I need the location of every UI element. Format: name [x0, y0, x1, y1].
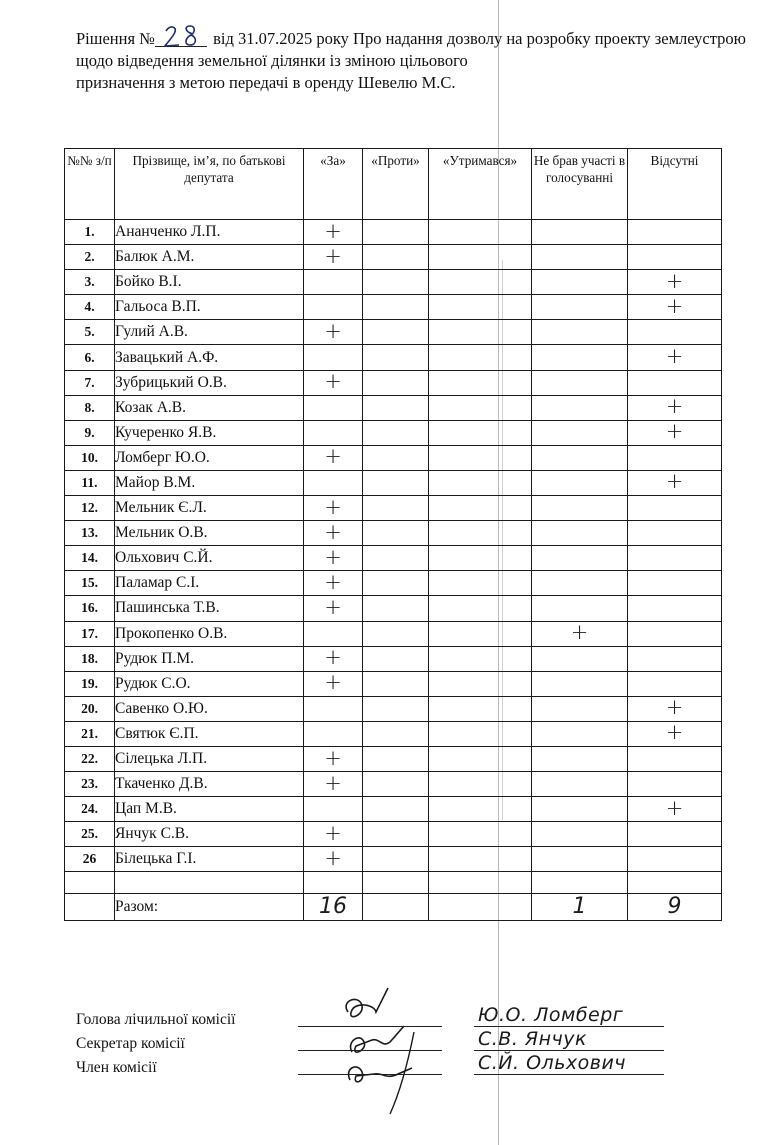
vote-cell-not-voting — [532, 445, 628, 470]
deputy-name: Мельник О.В. — [115, 521, 304, 546]
vote-cell-absent — [628, 295, 722, 320]
vote-cell-against — [363, 746, 429, 771]
vote-cell-against — [363, 320, 429, 345]
vote-cell-for — [304, 671, 363, 696]
vote-cell-against — [363, 546, 429, 571]
vote-cell-not-voting — [532, 646, 628, 671]
vote-cell-not-voting — [532, 721, 628, 746]
vote-cell-abstained — [429, 470, 532, 495]
vote-cell-absent — [628, 370, 722, 395]
vote-cell-for — [304, 320, 363, 345]
table-row — [65, 395, 722, 420]
vote-cell-not-voting — [532, 420, 628, 445]
deputy-name: Сілецька Л.П. — [115, 746, 304, 771]
table-row — [65, 420, 722, 445]
vote-cell-for — [304, 646, 363, 671]
row-number: 26 — [65, 847, 115, 872]
vote-results-table — [64, 148, 722, 921]
vote-mark: + — [324, 218, 342, 243]
total-value-absent: 9 — [667, 893, 682, 919]
row-number: 10. — [65, 445, 115, 470]
vote-mark: + — [324, 519, 342, 544]
row-number: 1. — [65, 220, 115, 245]
row-number: 20. — [65, 696, 115, 721]
deputy-name: Гальоса В.П. — [115, 295, 304, 320]
table-row-empty — [65, 872, 722, 894]
vote-cell-against — [363, 345, 429, 370]
vote-cell-against — [363, 847, 429, 872]
row-number: 9. — [65, 420, 115, 445]
table-row — [65, 445, 722, 470]
vote-cell-abstained — [429, 696, 532, 721]
deputy-name: Рудюк С.О. — [115, 671, 304, 696]
vote-mark: + — [324, 369, 342, 394]
vote-cell-abstained — [429, 571, 532, 596]
vote-cell-not-voting — [532, 822, 628, 847]
vote-cell-for — [304, 245, 363, 270]
vote-mark: + — [665, 695, 684, 720]
deputy-name: Ткаченко Д.В. — [115, 772, 304, 797]
vote-cell-against — [363, 270, 429, 295]
vote-cell-abstained — [429, 370, 532, 395]
table-row — [65, 571, 722, 596]
row-number: 24. — [65, 797, 115, 822]
vote-cell-absent — [628, 445, 722, 470]
vote-cell-abstained — [429, 220, 532, 245]
row-number: 21. — [65, 721, 115, 746]
vote-cell-abstained — [429, 797, 532, 822]
table-row — [65, 746, 722, 771]
vote-cell-absent — [628, 847, 722, 872]
vote-cell-not-voting — [532, 671, 628, 696]
table-row — [65, 220, 722, 245]
vote-cell-absent — [628, 270, 722, 295]
handwritten-signatures — [290, 982, 450, 1122]
empty-cell — [65, 872, 115, 894]
row-number: 11. — [65, 470, 115, 495]
vote-cell-against — [363, 696, 429, 721]
vote-cell-abstained — [429, 270, 532, 295]
table-row — [65, 320, 722, 345]
vote-mark: + — [324, 820, 342, 845]
vote-cell-not-voting — [532, 847, 628, 872]
row-number: 7. — [65, 370, 115, 395]
deputy-name: Козак А.В. — [115, 395, 304, 420]
vote-cell-for — [304, 696, 363, 721]
vote-cell-not-voting — [532, 345, 628, 370]
vote-cell-not-voting — [532, 546, 628, 571]
vote-cell-absent — [628, 721, 722, 746]
vote-mark: + — [665, 720, 684, 745]
vote-cell-against — [363, 521, 429, 546]
empty-cell — [628, 872, 722, 894]
row-number: 22. — [65, 746, 115, 771]
vote-mark: + — [324, 494, 342, 519]
vote-cell-abstained — [429, 295, 532, 320]
vote-cell-absent — [628, 521, 722, 546]
totals-row — [65, 894, 722, 921]
row-number: 3. — [65, 270, 115, 295]
vote-cell-abstained — [429, 822, 532, 847]
deputy-name: Святюк Є.П. — [115, 721, 304, 746]
total-value-not-voting: 1 — [572, 893, 587, 919]
deputy-name: Завацький А.Ф. — [115, 345, 304, 370]
vote-mark: + — [665, 293, 684, 318]
vote-cell-abstained — [429, 772, 532, 797]
vote-cell-absent — [628, 596, 722, 621]
vote-mark: + — [665, 394, 684, 419]
vote-cell-absent — [628, 696, 722, 721]
vote-cell-absent — [628, 797, 722, 822]
decision-text-last-line: призначення з метою передачі в оренду Шевелю М.С. — [76, 73, 456, 92]
deputy-name: Янчук С.В. — [115, 822, 304, 847]
secretary-handwritten-name: С.В. Янчук — [478, 1028, 587, 1050]
table-row — [65, 370, 722, 395]
total-cell-against — [363, 894, 429, 921]
vote-mark: + — [665, 419, 684, 444]
vote-cell-for — [304, 470, 363, 495]
vote-cell-absent — [628, 571, 722, 596]
vote-cell-absent — [628, 646, 722, 671]
vote-cell-not-voting — [532, 270, 628, 295]
deputy-name: Ананченко Л.П. — [115, 220, 304, 245]
table-row — [65, 546, 722, 571]
member-handwritten-name: С.Й. Ольхович — [478, 1052, 627, 1074]
vote-cell-not-voting — [532, 395, 628, 420]
row-number: 19. — [65, 671, 115, 696]
vote-cell-not-voting — [532, 320, 628, 345]
table-row — [65, 822, 722, 847]
handwritten-decision-number — [163, 24, 203, 48]
chair-handwritten-name: Ю.О. Ломберг — [478, 1004, 624, 1026]
vote-mark: + — [324, 645, 342, 670]
name-line — [474, 1026, 664, 1027]
vote-cell-for — [304, 295, 363, 320]
vote-cell-for — [304, 496, 363, 521]
vote-cell-against — [363, 571, 429, 596]
vote-cell-absent — [628, 671, 722, 696]
deputy-name: Прокопенко О.В. — [115, 621, 304, 646]
vote-cell-for — [304, 571, 363, 596]
row-number: 17. — [65, 621, 115, 646]
empty-cell — [115, 872, 304, 894]
vote-cell-not-voting — [532, 496, 628, 521]
vote-cell-against — [363, 721, 429, 746]
vote-cell-for — [304, 596, 363, 621]
row-number: 14. — [65, 546, 115, 571]
row-number: 15. — [65, 571, 115, 596]
vote-cell-abstained — [429, 521, 532, 546]
table-row — [65, 345, 722, 370]
total-value-for: 16 — [319, 893, 347, 919]
vote-cell-not-voting — [532, 621, 628, 646]
table-row — [65, 270, 722, 295]
col-header-name: Прізвище, ім’я, по батькові депутата — [115, 149, 304, 220]
vote-cell-against — [363, 245, 429, 270]
vote-cell-abstained — [429, 546, 532, 571]
decision-title — [76, 26, 746, 94]
vote-cell-for — [304, 445, 363, 470]
vote-cell-not-voting — [532, 220, 628, 245]
deputy-name: Пашинська Т.В. — [115, 596, 304, 621]
vote-mark: + — [324, 544, 342, 569]
total-label: Разом: — [115, 894, 304, 921]
deputy-name: Майор В.М. — [115, 470, 304, 495]
vote-cell-against — [363, 621, 429, 646]
vote-cell-against — [363, 797, 429, 822]
vote-cell-for — [304, 270, 363, 295]
row-number: 2. — [65, 245, 115, 270]
vote-cell-absent — [628, 345, 722, 370]
table-row — [65, 797, 722, 822]
decision-prefix: Рішення № — [76, 29, 155, 48]
vote-mark: + — [665, 795, 684, 820]
vote-cell-abstained — [429, 646, 532, 671]
vote-mark: + — [665, 344, 684, 369]
col-header-for: «За» — [304, 149, 363, 220]
deputy-name: Балюк А.М. — [115, 245, 304, 270]
vote-cell-against — [363, 671, 429, 696]
vote-cell-against — [363, 822, 429, 847]
table-row — [65, 721, 722, 746]
vote-cell-for — [304, 220, 363, 245]
deputy-name: Зубрицький О.В. — [115, 370, 304, 395]
vote-cell-abstained — [429, 496, 532, 521]
member-label: Член комісії — [76, 1059, 157, 1076]
vote-cell-abstained — [429, 245, 532, 270]
vote-cell-absent — [628, 546, 722, 571]
secretary-label: Секретар комісії — [76, 1035, 185, 1052]
vote-mark: + — [324, 845, 342, 870]
vote-cell-not-voting — [532, 571, 628, 596]
vote-mark: + — [570, 620, 589, 645]
vote-mark: + — [324, 318, 342, 343]
vote-cell-for — [304, 621, 363, 646]
row-number: 25. — [65, 822, 115, 847]
empty-cell — [65, 894, 115, 921]
row-number: 6. — [65, 345, 115, 370]
deputy-name: Кучеренко Я.В. — [115, 420, 304, 445]
vote-cell-abstained — [429, 320, 532, 345]
vote-cell-not-voting — [532, 797, 628, 822]
row-number: 12. — [65, 496, 115, 521]
col-header-absent: Відсутні — [628, 149, 722, 220]
deputy-name: Мельник Є.Л. — [115, 496, 304, 521]
vote-mark: + — [324, 444, 342, 469]
col-header-not-voting: Не брав участі в голосуванні — [532, 149, 628, 220]
vote-cell-abstained — [429, 596, 532, 621]
row-number: 16. — [65, 596, 115, 621]
decision-number-field — [155, 26, 207, 47]
table-row — [65, 621, 722, 646]
deputy-name: Бойко В.І. — [115, 270, 304, 295]
vote-cell-abstained — [429, 345, 532, 370]
vote-cell-against — [363, 295, 429, 320]
vote-mark: + — [324, 770, 342, 795]
deputy-name: Білецька Г.І. — [115, 847, 304, 872]
vote-cell-for — [304, 546, 363, 571]
vote-cell-for — [304, 847, 363, 872]
empty-cell — [429, 872, 532, 894]
table-header-row — [65, 149, 722, 220]
deputy-name: Ольхович С.Й. — [115, 546, 304, 571]
table-row — [65, 245, 722, 270]
vote-cell-for — [304, 822, 363, 847]
total-cell-for — [304, 894, 363, 921]
vote-cell-for — [304, 395, 363, 420]
vote-cell-absent — [628, 220, 722, 245]
name-line — [474, 1050, 664, 1051]
vote-cell-against — [363, 772, 429, 797]
table-row — [65, 496, 722, 521]
vote-cell-absent — [628, 245, 722, 270]
vote-cell-not-voting — [532, 596, 628, 621]
deputy-name: Гулий А.В. — [115, 320, 304, 345]
vote-cell-for — [304, 797, 363, 822]
vote-cell-for — [304, 721, 363, 746]
empty-cell — [363, 872, 429, 894]
vote-mark: + — [324, 243, 342, 268]
table-row — [65, 470, 722, 495]
vote-cell-against — [363, 470, 429, 495]
deputy-name: Ломберг Ю.О. — [115, 445, 304, 470]
vote-cell-for — [304, 772, 363, 797]
chair-label: Голова лічильної комісії — [76, 1011, 236, 1028]
vote-cell-absent — [628, 320, 722, 345]
vote-cell-absent — [628, 470, 722, 495]
vote-cell-abstained — [429, 395, 532, 420]
vote-cell-against — [363, 395, 429, 420]
table-row — [65, 772, 722, 797]
vote-cell-against — [363, 496, 429, 521]
row-number: 5. — [65, 320, 115, 345]
vote-cell-not-voting — [532, 696, 628, 721]
vote-table-body — [65, 220, 722, 921]
name-line — [474, 1074, 664, 1075]
vote-cell-absent — [628, 772, 722, 797]
vote-cell-absent — [628, 395, 722, 420]
vote-mark: + — [324, 670, 342, 695]
vote-cell-abstained — [429, 746, 532, 771]
vote-cell-for — [304, 521, 363, 546]
table-row — [65, 696, 722, 721]
row-number: 8. — [65, 395, 115, 420]
vote-cell-absent — [628, 746, 722, 771]
col-header-against: «Проти» — [363, 149, 429, 220]
vote-cell-not-voting — [532, 295, 628, 320]
vote-cell-against — [363, 220, 429, 245]
vote-cell-for — [304, 370, 363, 395]
total-cell-absent — [628, 894, 722, 921]
vote-mark: + — [324, 594, 342, 619]
vote-cell-abstained — [429, 671, 532, 696]
deputy-name: Цап М.В. — [115, 797, 304, 822]
vote-mark: + — [665, 268, 684, 293]
vote-cell-not-voting — [532, 370, 628, 395]
vote-cell-abstained — [429, 420, 532, 445]
table-row — [65, 847, 722, 872]
vote-cell-not-voting — [532, 245, 628, 270]
row-number: 18. — [65, 646, 115, 671]
vote-mark: + — [665, 469, 684, 494]
vote-cell-against — [363, 646, 429, 671]
vote-cell-abstained — [429, 847, 532, 872]
total-cell-abstained — [429, 894, 532, 921]
row-number: 23. — [65, 772, 115, 797]
decision-text: від 31.07.2025 року Про надання дозволу на розробку проекту землеустрою щодо відведення земельної ділянки із зміною цільового — [76, 29, 746, 70]
vote-cell-not-voting — [532, 521, 628, 546]
vote-mark: + — [324, 745, 342, 770]
empty-cell — [304, 872, 363, 894]
vote-cell-absent — [628, 621, 722, 646]
vote-cell-for — [304, 420, 363, 445]
table-row — [65, 671, 722, 696]
vote-mark: + — [324, 569, 342, 594]
vote-cell-not-voting — [532, 470, 628, 495]
vote-cell-against — [363, 596, 429, 621]
vote-cell-against — [363, 370, 429, 395]
vote-cell-not-voting — [532, 772, 628, 797]
deputy-name: Паламар С.І. — [115, 571, 304, 596]
vote-cell-abstained — [429, 721, 532, 746]
deputy-name: Савенко О.Ю. — [115, 696, 304, 721]
deputy-name: Рудюк П.М. — [115, 646, 304, 671]
vote-cell-not-voting — [532, 746, 628, 771]
table-row — [65, 521, 722, 546]
empty-cell — [532, 872, 628, 894]
col-header-number: №№ з/п — [65, 149, 115, 220]
table-row — [65, 646, 722, 671]
vote-cell-against — [363, 420, 429, 445]
row-number: 4. — [65, 295, 115, 320]
vote-cell-for — [304, 746, 363, 771]
vote-cell-absent — [628, 496, 722, 521]
vote-cell-for — [304, 345, 363, 370]
vote-cell-absent — [628, 822, 722, 847]
col-header-abstained: «Утримався» — [429, 149, 532, 220]
row-number: 13. — [65, 521, 115, 546]
total-cell-not-voting — [532, 894, 628, 921]
vote-cell-abstained — [429, 445, 532, 470]
table-row — [65, 295, 722, 320]
vote-cell-absent — [628, 420, 722, 445]
vote-cell-against — [363, 445, 429, 470]
vote-cell-abstained — [429, 621, 532, 646]
table-row — [65, 596, 722, 621]
